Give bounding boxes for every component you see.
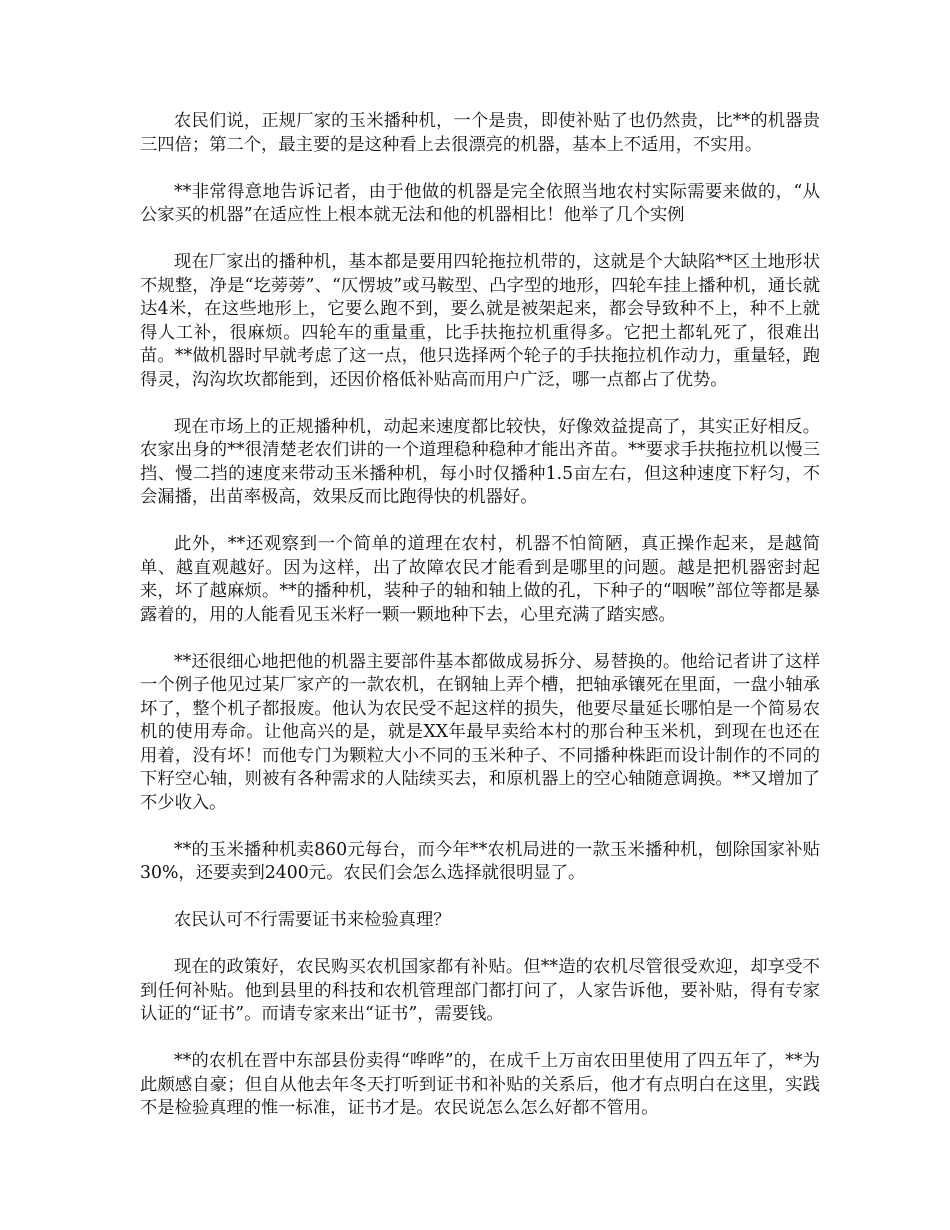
paragraph-2: **非常得意地告诉记者，由于他做的机器是完全依照当地农村实际需要来做的，“从公家买的机器”在适应性上根本就无法和他的机器相比！他举了几个实例 xyxy=(140,181,820,225)
section-heading: 农民认可不行需要证书来检验真理？ xyxy=(174,910,451,930)
paragraph-5: 此外，**还观察到一个简单的道理在农村，机器不怕简陋，真正操作起来，是越简单、越直观越好。因为这样，出了故障农民才能看到是哪里的问题。越是把机器密封起来，坏了越麻烦。**的播种机，装种子的轴和轴上做的孔，下种子的“咽喉”部位等都是暴露着的，用的人能看见玉米籽一颗一颗地种下去，心里充满了踏实感。 xyxy=(140,534,820,625)
paragraph-3: 现在厂家出的播种机，基本都是要用四轮拖拉机带的，这就是个大缺陷**区土地形状不规整，净是“圪蒡蒡”、“仄愣坡”或马鞍型、凸字型的地形，四轮车挂上播种机，通长就达4米，在这些地形上，它要么跑不到，要么就是被架起来，都会导致种不上，种不上就得人工补，很麻烦。四轮车的重量重，比手扶拖拉机重得多。它把土都轧死了，很难出苗。**做机器时早就考虑了这一点，他只选择两个轮子的手扶拖拉机作动力，重量轻，跑得灵，沟沟坎坎都能到，还因价格低补贴高而用户广泛，哪一点都占了优势。 xyxy=(140,252,820,390)
document-body xyxy=(140,110,820,1144)
paragraph-1: 农民们说，正规厂家的玉米播种机，一个是贵，即使补贴了也仍然贵，比**的机器贵三四倍；第二个，最主要的是这种看上去很漂亮的机器，基本上不适用，不实用。 xyxy=(140,111,820,155)
paragraph-10: **的农机在晋中东部县份卖得“哗哗”的，在成千上万亩农田里使用了四五年了，**为此颇感自豪；但自从他去年冬天打听到证书和补贴的关系后，他才有点明白在这里，实践不是检验真理的惟一标准，证书才是。农民说怎么怎么好都不管用。 xyxy=(140,1051,820,1118)
paragraph-4: 现在市场上的正规播种机，动起来速度都比较快，好像效益提高了，其实正好相反。农家出身的**很清楚老农们讲的一个道理稳种稳种才能出齐苗。**要求手扶拖拉机以慢三挡、慢二挡的速度来带动玉米播种机，每小时仅播种1.5亩左右，但这种速度下籽匀，不会漏播，出苗率极高，效果反而比跑得快的机器好。 xyxy=(140,416,820,507)
paragraph-9: 现在的政策好，农民购买农机国家都有补贴。但**造的农机尽管很受欢迎，却享受不到任何补贴。他到县里的科技和农机管理部门都打问了，人家告诉他，要补贴，得有专家认证的“证书”。而请专家来出“证书”，需要钱。 xyxy=(140,957,820,1024)
paragraph-7: **的玉米播种机卖860元每台，而今年**农机局进的一款玉米播种机，刨除国家补贴30%，还要卖到2400元。农民们会怎么选择就很明显了。 xyxy=(140,839,820,883)
paragraph-6: **还很细心地把他的机器主要部件基本都做成易拆分、易替换的。他给记者讲了这样一个例子他见过某厂家产的一款农机，在钢轴上弄个槽，把轴承镶死在里面，一盘小轴承坏了，整个机子都报废。他认为农民受不起这样的损失，他要尽量延长哪怕是一个简易农机的使用寿命。让他高兴的是，就是XX年最早卖给本村的那台种玉米机，到现在也还在用着，没有坏！而他专门为颗粒大小不同的玉米种子、不同播种株距而设计制作的不同的下籽空心轴，则被有各种需求的人陆续买去，和原机器上的空心轴随意调换。**又增加了不少收入。 xyxy=(140,651,820,813)
